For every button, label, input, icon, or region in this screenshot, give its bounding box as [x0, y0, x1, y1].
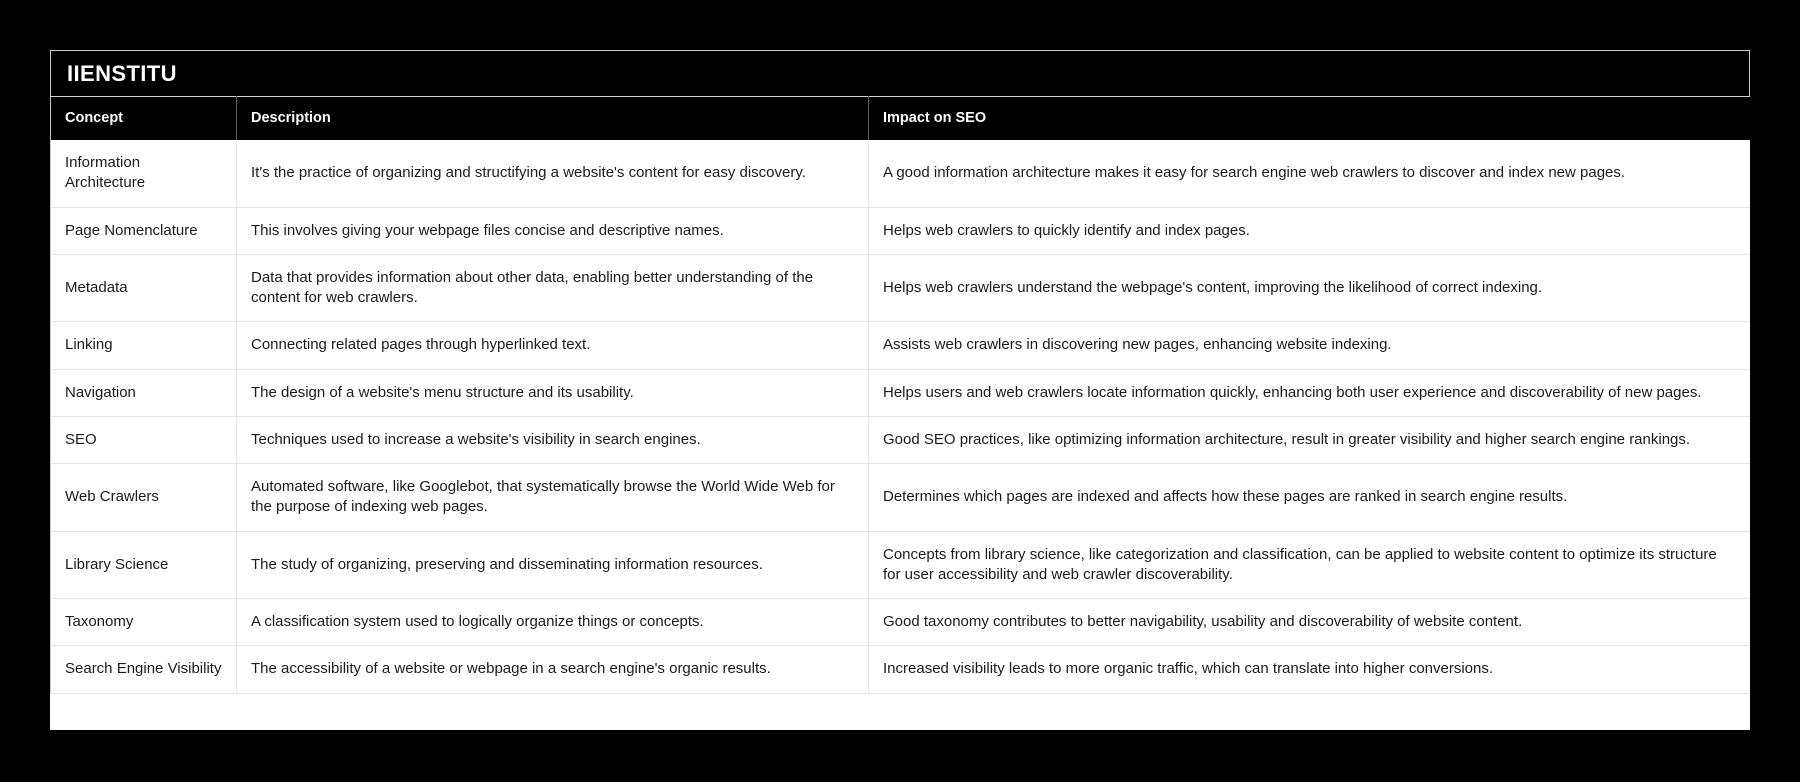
table-row	[51, 531, 1751, 599]
table-header-row	[51, 97, 1751, 141]
column-header-concept: Concept	[51, 97, 237, 141]
cell-concept: Information Architecture	[51, 140, 237, 207]
cell-impact: Helps web crawlers to quickly identify and index pages.	[869, 207, 1751, 254]
table-row	[51, 369, 1751, 416]
cell-description: This involves giving your webpage files concise and descriptive names.	[237, 207, 869, 254]
cell-description: The accessibility of a website or webpage in a search engine's organic results.	[237, 646, 869, 693]
column-header-impact: Impact on SEO	[869, 97, 1751, 141]
table-row	[51, 322, 1751, 369]
table-body	[51, 140, 1751, 693]
cell-concept: Metadata	[51, 254, 237, 322]
cell-concept: Web Crawlers	[51, 464, 237, 532]
cell-description: A classification system used to logically organize things or concepts.	[237, 599, 869, 646]
cell-concept: Taxonomy	[51, 599, 237, 646]
table-row	[51, 207, 1751, 254]
cell-impact: Helps users and web crawlers locate information quickly, enhancing both user experience and discoverability of new pages.	[869, 369, 1751, 416]
table-row	[51, 599, 1751, 646]
column-header-description: Description	[237, 97, 869, 141]
cell-concept: Linking	[51, 322, 237, 369]
brand-header-bar	[50, 50, 1750, 96]
cell-impact: Increased visibility leads to more organic traffic, which can translate into higher conversions.	[869, 646, 1751, 693]
cell-impact: Concepts from library science, like categorization and classification, can be applied to website content to optimize its structure for user accessibility and web crawler discoverability.	[869, 531, 1751, 599]
cell-impact: Assists web crawlers in discovering new pages, enhancing website indexing.	[869, 322, 1751, 369]
cell-concept: Navigation	[51, 369, 237, 416]
cell-impact: A good information architecture makes it easy for search engine web crawlers to discover and index new pages.	[869, 140, 1751, 207]
cell-impact: Determines which pages are indexed and affects how these pages are ranked in search engine results.	[869, 464, 1751, 532]
cell-impact: Good taxonomy contributes to better navigability, usability and discoverability of website content.	[869, 599, 1751, 646]
cell-concept: Library Science	[51, 531, 237, 599]
table-row	[51, 254, 1751, 322]
table-header	[51, 97, 1751, 141]
cell-concept: SEO	[51, 416, 237, 463]
cell-impact: Helps web crawlers understand the webpage's content, improving the likelihood of correct indexing.	[869, 254, 1751, 322]
cell-description: The study of organizing, preserving and disseminating information resources.	[237, 531, 869, 599]
cell-description: Automated software, like Googlebot, that systematically browse the World Wide Web for the purpose of indexing web pages.	[237, 464, 869, 532]
cell-description: Connecting related pages through hyperlinked text.	[237, 322, 869, 369]
table-row	[51, 140, 1751, 207]
seo-concepts-table-card	[50, 50, 1750, 730]
seo-concepts-table	[50, 96, 1750, 694]
brand-title: IIENSTITU	[67, 60, 177, 86]
cell-description: Data that provides information about other data, enabling better understanding of the content for web crawlers.	[237, 254, 869, 322]
cell-description: Techniques used to increase a website's visibility in search engines.	[237, 416, 869, 463]
table-row	[51, 464, 1751, 532]
cell-concept: Search Engine Visibility	[51, 646, 237, 693]
cell-description: The design of a website's menu structure and its usability.	[237, 369, 869, 416]
table-row	[51, 646, 1751, 693]
cell-impact: Good SEO practices, like optimizing information architecture, result in greater visibility and higher search engine rankings.	[869, 416, 1751, 463]
table-row	[51, 416, 1751, 463]
cell-concept: Page Nomenclature	[51, 207, 237, 254]
cell-description: It's the practice of organizing and structifying a website's content for easy discovery.	[237, 140, 869, 207]
